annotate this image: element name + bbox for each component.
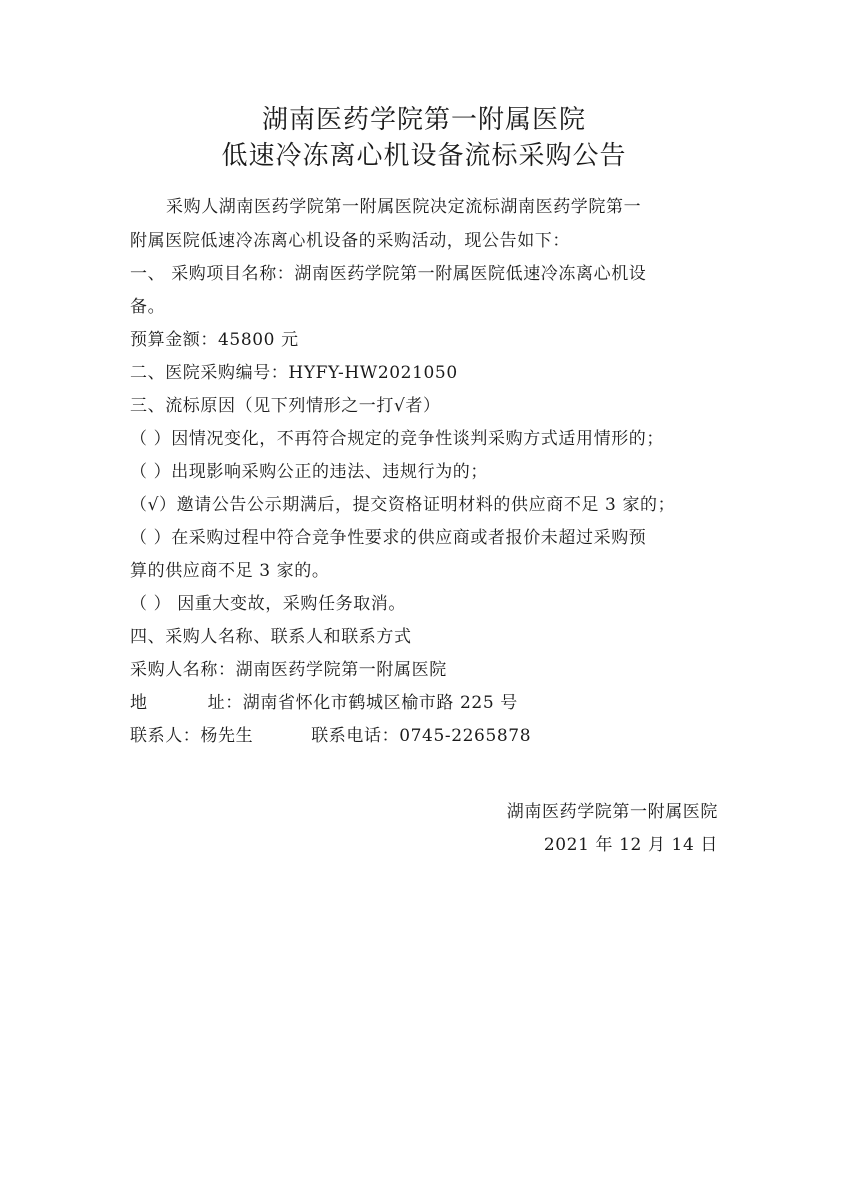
section-4-contact-heading: 四、采购人名称、联系人和联系方式: [130, 627, 412, 647]
document-title-line1: 湖南医药学院第一附属医院: [261, 105, 586, 135]
contact-phone: 联系电话：0745-2265878: [311, 726, 532, 746]
signature-organization: 湖南医药学院第一附属医院: [506, 802, 718, 822]
address-value: 址：湖南省怀化市鹤城区榆市路 225 号: [207, 693, 518, 713]
buyer-name: 采购人名称：湖南医药学院第一附属医院: [130, 660, 447, 680]
section-1-project-name-line1: 一、 采购项目名称：湖南医药学院第一附属医院低速冷冻离心机设: [130, 264, 647, 284]
section-2-procurement-number: 二、医院采购编号：HYFY-HW2021050: [130, 363, 458, 383]
intro-paragraph-line2: 附属医院低速冷冻离心机设备的采购活动，现公告如下：: [130, 231, 570, 251]
contact-person: 联系人：杨先生: [130, 726, 254, 746]
section-1-project-name-line2: 备。: [130, 297, 166, 317]
intro-paragraph-line1: 采购人湖南医药学院第一附属医院决定流标湖南医药学院第一: [166, 197, 642, 217]
signature-date: 2021 年 12 月 14 日: [543, 835, 718, 855]
reason-option-5: （ ） 因重大变故，采购任务取消。: [130, 594, 407, 614]
section-3-failure-reason-heading: 三、流标原因（见下列情形之一打√者）: [130, 396, 441, 416]
address-label: 地: [130, 693, 148, 713]
reason-option-4-line1: （ ）在采购过程中符合竞争性要求的供应商或者报价未超过采购预: [130, 528, 647, 548]
reason-option-2: （ ）出现影响采购公正的违法、违规行为的；: [130, 462, 489, 482]
reason-option-3-checked: （√）邀请公告公示期满后，提交资格证明材料的供应商不足 3 家的；: [130, 495, 676, 515]
buyer-address: [130, 691, 730, 715]
reason-option-1: （ ）因情况变化，不再符合规定的竞争性谈判采购方式适用情形的；: [130, 429, 665, 449]
reason-option-4-line2: 算的供应商不足 3 家的。: [130, 561, 330, 581]
contact-info: [130, 724, 730, 748]
budget-amount: 预算金额：45800 元: [130, 330, 299, 350]
document-title-line2: 低速冷冻离心机设备流标采购公告: [221, 141, 627, 171]
